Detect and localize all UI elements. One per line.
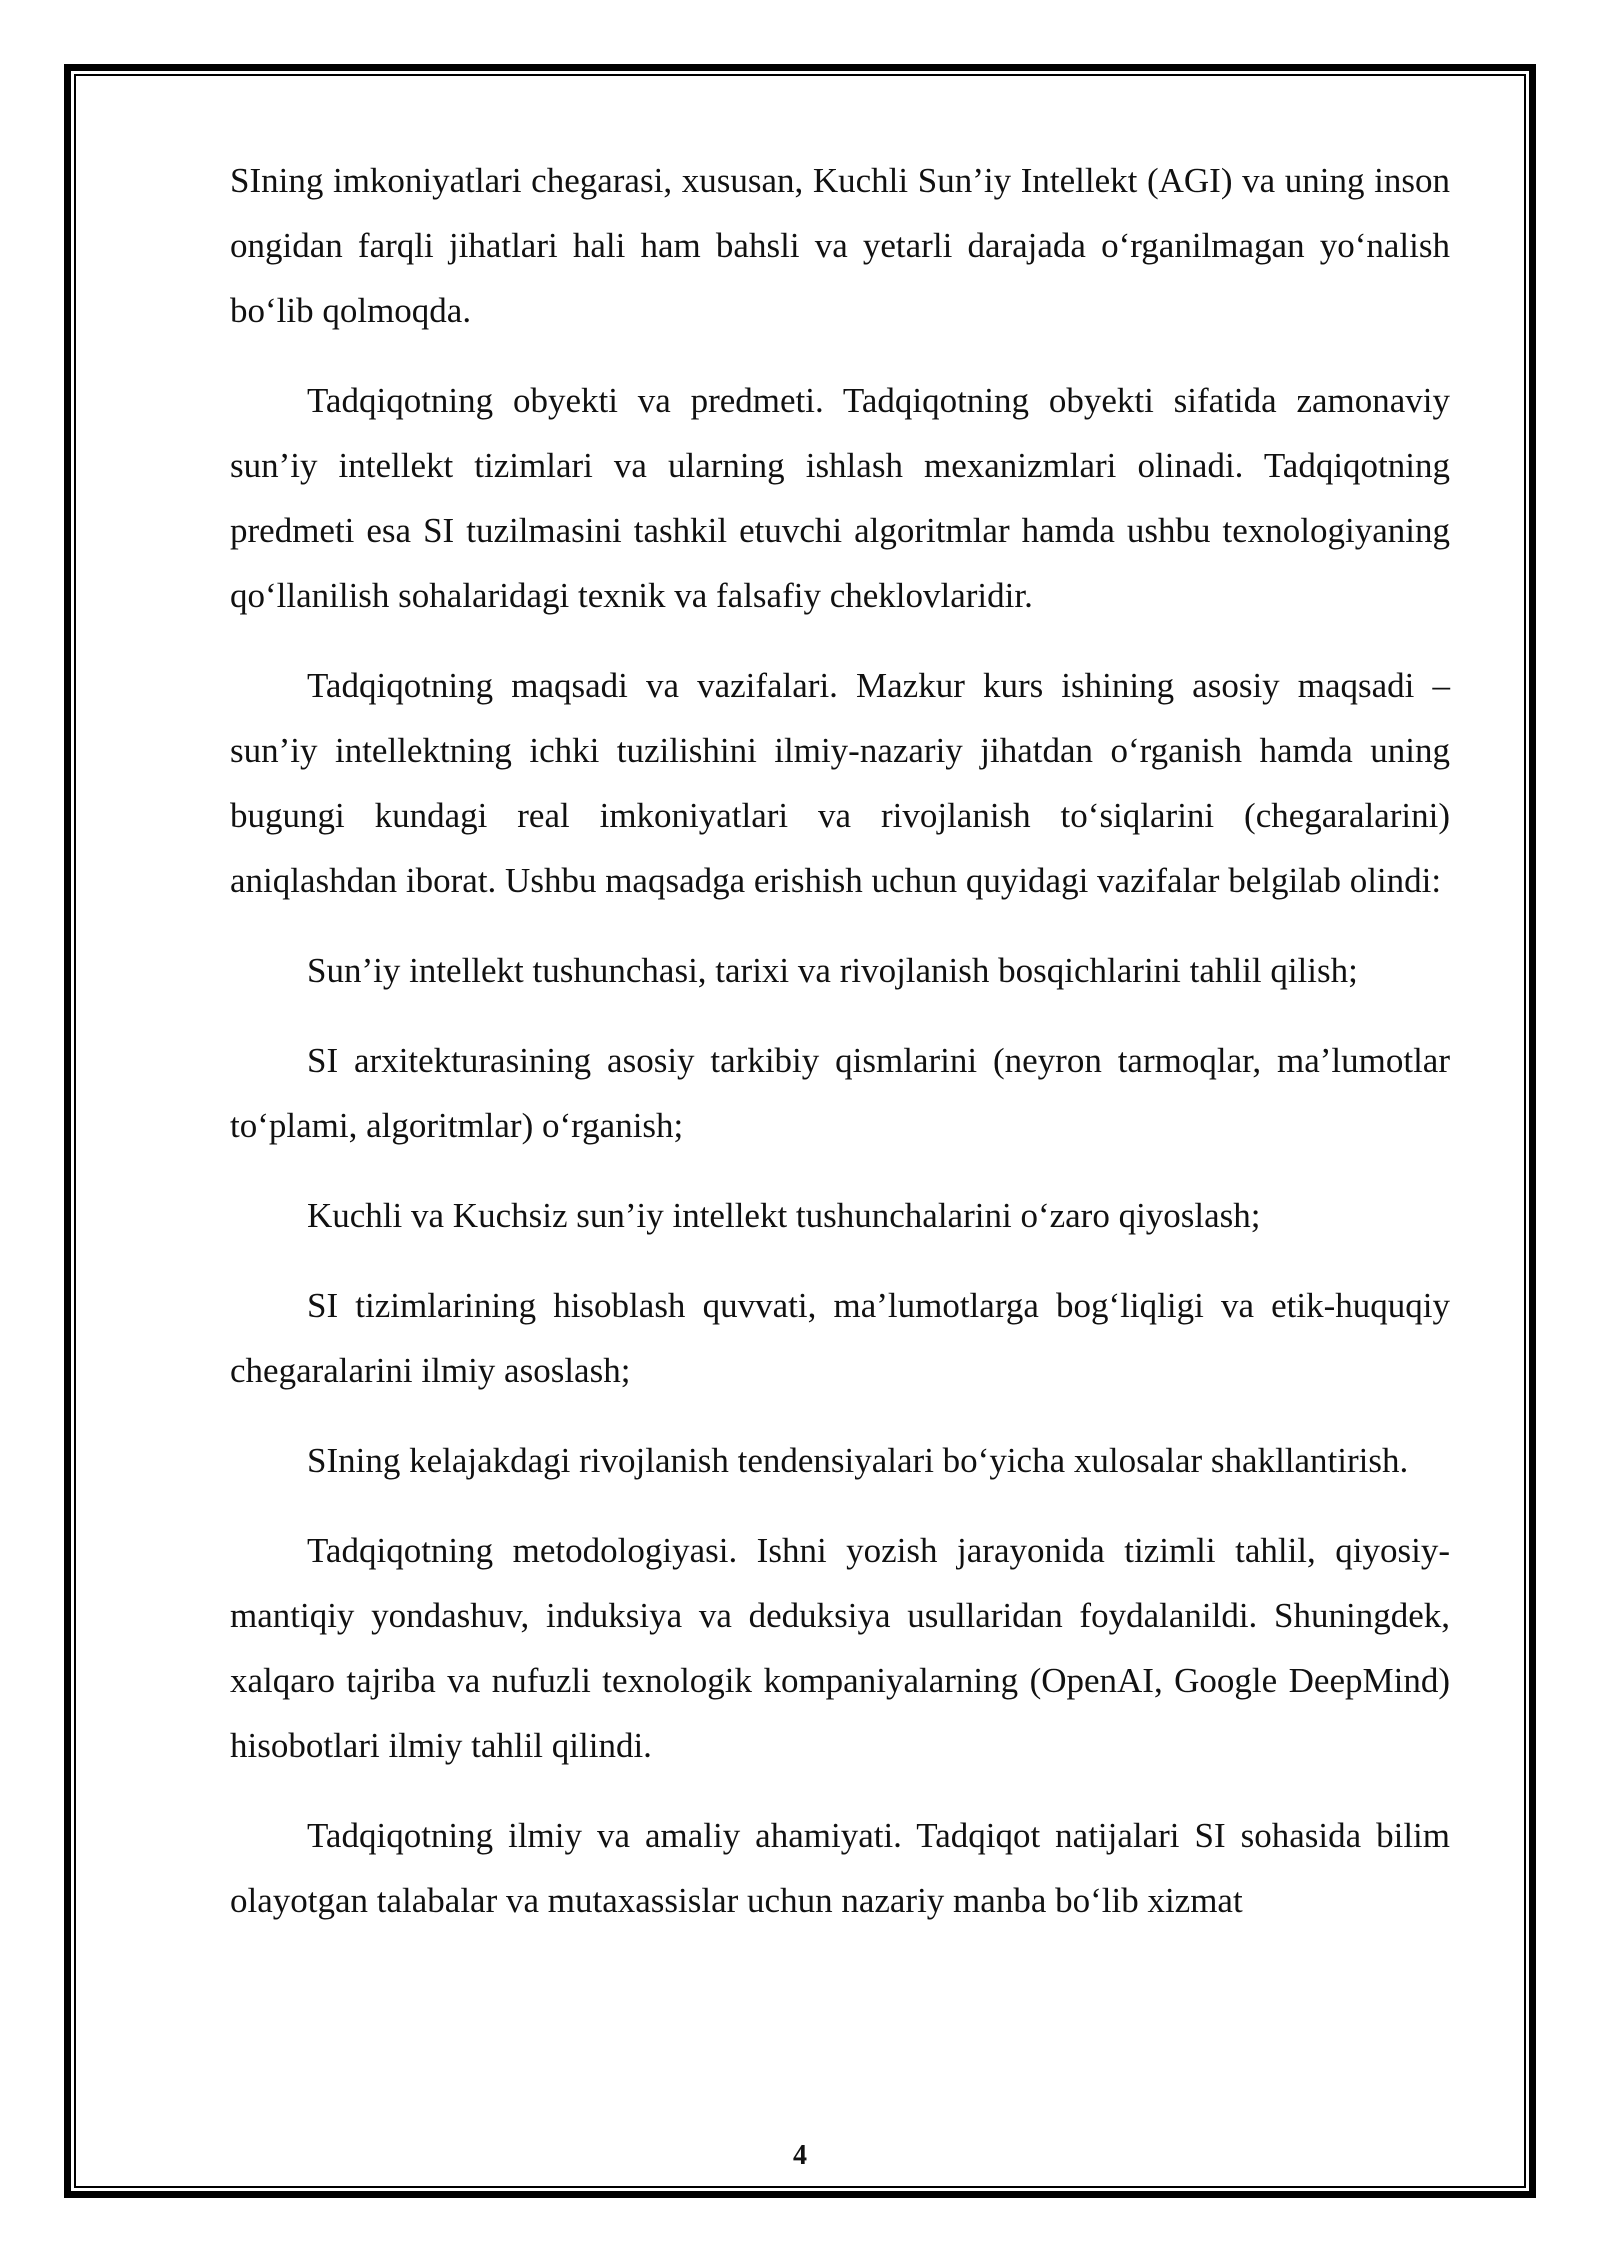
paragraph-object-subject: Tadqiqotning obyekti va predmeti. Tadqiqotning obyekti sifatida zamonaviy sun’iy intellekt tizimlari va ularning ishlash mexanizmlari olinadi. Tadqiqotning predmeti esa SI tuzilmasini tashkil etuvchi algoritmlar hamda ushbu texnologiyaning qo‘llanilish sohalaridagi texnik va falsafiy cheklovlaridir. (230, 381, 1450, 615)
paragraph-methodology: Tadqiqotning metodologiyasi. Ishni yozish jarayonida tizimli tahlil, qiyosiy-mantiqiy yondashuv, induksiya va deduksiya usullaridan foydalanildi. Shuningdek, xalqaro tajriba va nufuzli texnologik kompaniyalarning (OpenAI, Google DeepMind) hisobotlari ilmiy tahlil qilindi. (230, 1531, 1450, 1765)
task-item-future: SIning kelajakdagi rivojlanish tendensiyalari bo‘yicha xulosalar shakllantirish. (307, 1441, 1409, 1480)
paragraph-agi-limits: SIning imkoniyatlari chegarasi, xususan, Kuchli Sun’iy Intellekt (AGI) va uning inson ongidan farqli jihatlari hali ham bahsli va yetarli darajada o‘rganilmagan yo‘nalish bo‘lib qolmoqda. (230, 161, 1450, 330)
paragraph-goals-tasks: Tadqiqotning maqsadi va vazifalari. Mazkur kurs ishining asosiy maqsadi – sun’iy intellektning ichki tuzilishini ilmiy-nazariy jihatdan o‘rganish hamda uning bugungi kundagi real imkoniyatlari va rivojlanish to‘siqlarini (chegaralarini) aniqlashdan iborat. Ushbu maqsadga erishish uchun quyidagi vazifalar belgilab olindi: (230, 666, 1450, 900)
page-number: 4 (793, 2140, 807, 2171)
paragraph-significance: Tadqiqotning ilmiy va amaliy ahamiyati. Tadqiqot natijalari SI sohasida bilim olayotgan talabalar va mutaxassislar uchun nazariy manba bo‘lib xizmat (230, 1816, 1450, 1920)
task-item-strong-weak: Kuchli va Kuchsiz sun’iy intellekt tushunchalarini o‘zaro qiyoslash; (307, 1196, 1261, 1235)
task-item-limits: SI tizimlarining hisoblash quvvati, ma’lumotlarga bog‘liqligi va etik-huquqiy chegaralarini ilmiy asoslash; (230, 1286, 1450, 1390)
task-item-history: Sun’iy intellekt tushunchasi, tarixi va rivojlanish bosqichlarini tahlil qilish; (307, 951, 1358, 990)
document-body (230, 148, 1450, 1958)
task-item-architecture: SI arxitekturasining asosiy tarkibiy qismlarini (neyron tarmoqlar, ma’lumotlar to‘plami, algoritmlar) o‘rganish; (230, 1041, 1450, 1145)
